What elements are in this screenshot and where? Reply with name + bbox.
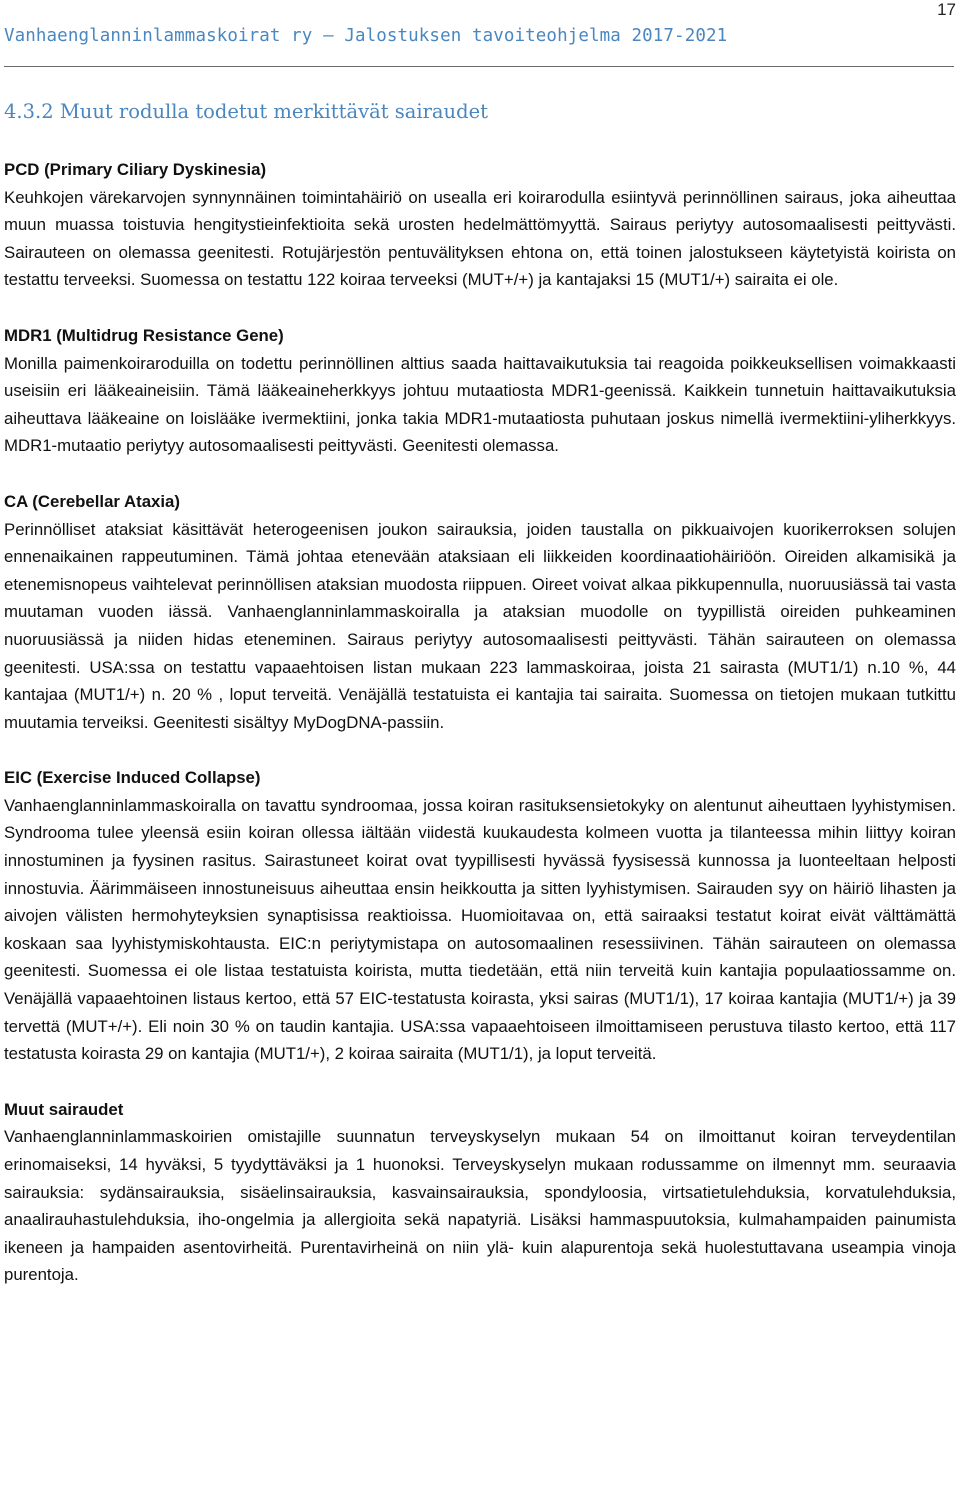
header-divider <box>4 66 954 67</box>
section-eic <box>4 764 956 1068</box>
section-title: CA (Cerebellar Ataxia) <box>4 491 180 511</box>
section-paragraph: Vanhaenglanninlammaskoirien omistajille suunnatun terveyskyselyn mukaan 54 on ilmoittanut koiran terveydentilan erinomaiseksi, 14 hyväksi, 5 tyydyttäväksi ja 1 huonoksi. Terveyskyselyn mukaan rodussamme on ilmennyt mm. seuraavia sairauksia: sydänsairauksia, sisäelinsairauksia, kasvainsairauksia, spondyloosia, virtsatietulehduksia, korvatulehduksia, anaalirauhastulehduksia, iho-ongelmia ja allergioita sekä napatyriä. Lisäksi hammaspuutoksia, kulmahampaiden painumista ikeneen ja hampaiden asentovirheitä. Purentavirheinä on niin ylä- kuin alapurentoja sekä huolestuttavana useampia vinoja purentoja. <box>4 1127 956 1285</box>
section-paragraph: Vanhaenglanninlammaskoiralla on tavattu syndroomaa, jossa koiran rasituksensietokyky on alentunut aiheuttaen lyyhistymisen. Syndrooma tulee yleensä esiin koiran ollessa iältään viidestä kuukaudesta kolmeen vuotta ja tilanteessa mihin liittyy koiran innostuminen ja fyysinen rasitus. Sairastuneet koirat ovat tyypillisesti hyvässä fyysisessä kunnossa ja luonteeltaan helposti innostuvia. Äärimmäiseen innostuneisuus aiheuttaa ensin heikkoutta ja sitten lyyhistymisen. Sairauden syy on häiriö lihasten ja aivojen välisten hermohyteyksien synaptisissa reaktioissa. Huomioitavaa on, että sairaaksi testatut koirat eivät välttämättä koskaan saa lyyhistymiskohtausta. EIC:n periytymistapa on autosomaalinen resessiivinen. Tähän sairauteen on olemassa geenitesti. Suomessa ei ole listaa testatuista koirista, mutta tiedetään, että niin terveitä kuin kantajia populaatiossamme on. Venäjällä vapaaehtoinen listaus kertoo, että 57 EIC-testatusta koirasta, yksi sairas (MUT1/1), 17 koiraa kantajia (MUT1/+) ja 39 tervettä (MUT+/+). Eli noin 30 % on taudin kantajia. USA:ssa vapaaehtoiseen ilmoittamiseen perustuva tilasto kertoo, että 117 testatusta koirasta 29 on kantajia (MUT1/+), 2 koiraa sairaita (MUT1/1), ja loput terveitä. <box>4 795 956 1064</box>
document-body <box>4 156 956 1289</box>
section-paragraph: Keuhkojen värekarvojen synnynnäinen toimintahäiriö on usealla eri koirarodulla esiintyvä perinnöllinen sairaus, joka aiheuttaa muun muassa toistuvia hengitystieinfektioita sekä urosten hedelmättömyyttä. Sairaus periytyy autosomaalisesti peittyvästi. Sairauteen on olemassa geenitesti. Rotujärjestön pentuvälityksen ehtona on, että toinen jalostukseen käytetyistä koirista on testattu terveeksi. Suomessa on testattu 122 koiraa terveeksi (MUT+/+) ja kantajaksi 15 (MUT1/+) sairaita ei ole. <box>4 187 956 290</box>
section-paragraph: Monilla paimenkoiraroduilla on todettu perinnöllinen alttius saada haittavaikutuksia tai reagoida poikkeuksellisen voimakkaasti useisiin eri lääkeaineisiin. Tämä lääkeaineherkkyys johtuu mutaatiosta MDR1-geenissä. Kaikkein tunnetuin haittavaikutuksia aiheuttava lääkeaine on loislääke ivermektiini, jonka takia MDR1-mutaatiosta puhutaan joskus nimellä ivermektiini-yliherkkyys. MDR1-mutaatio periytyy autosomaalisesti peittyvästi. Geenitesti olemassa. <box>4 353 956 456</box>
section-heading: 4.3.2 Muut rodulla todetut merkittävät sairaudet <box>4 100 488 123</box>
section-other-diseases <box>4 1096 956 1289</box>
section-title: PCD (Primary Ciliary Dyskinesia) <box>4 160 267 179</box>
section-title: MDR1 (Multidrug Resistance Gene) <box>4 325 284 345</box>
section-pcd <box>4 156 956 294</box>
running-header: Vanhaenglanninlammaskoirat ry – Jalostuksen tavoiteohjelma 2017-2021 <box>4 26 728 46</box>
section-mdr1 <box>4 322 956 460</box>
page-number: 17 <box>937 0 956 19</box>
section-paragraph: Perinnölliset ataksiat käsittävät heterogeenisen joukon sairauksia, joiden taustalla on pikkuaivojen kuorikerroksen solujen ennenaikainen rappeutuminen. Tämä johtaa etenevään ataksiaan eli liikkeiden koordinaatiohäiriöön. Oireiden alkamisikä ja etenemisnopeus vaihtelevat perinnöllisen ataksian muodosta riippuen. Oireet voivat alkaa pikkupennulla, nuoruusiässä tai vasta muutaman vuoden iässä. Vanhaenglanninlammaskoiralla ja ataksian muodolle on tyypillistä oireiden puhkeaminen nuoruusiässä ja niiden hidas eteneminen. Sairaus periytyy autosomaalisesti peittyvästi. Tähän sairauteen on olemassa geenitesti. USA:ssa on testattu vapaaehtoisen listan mukaan 223 lammaskoiraa, joista 21 sairasta (MUT1/1) n.10 %, 44 kantajaa (MUT1/+) n. 20 % , loput terveitä. Venäjällä testatuista ei kantajia tai sairaita. Suomessa on tietojen mukaan tutkittu muutamia terveiksi. Geenitesti sisältyy MyDogDNA-passiin. <box>4 519 956 732</box>
section-title: Muut sairaudet <box>4 1099 124 1119</box>
section-ca <box>4 488 956 736</box>
section-title: EIC (Exercise Induced Collapse) <box>4 768 261 788</box>
